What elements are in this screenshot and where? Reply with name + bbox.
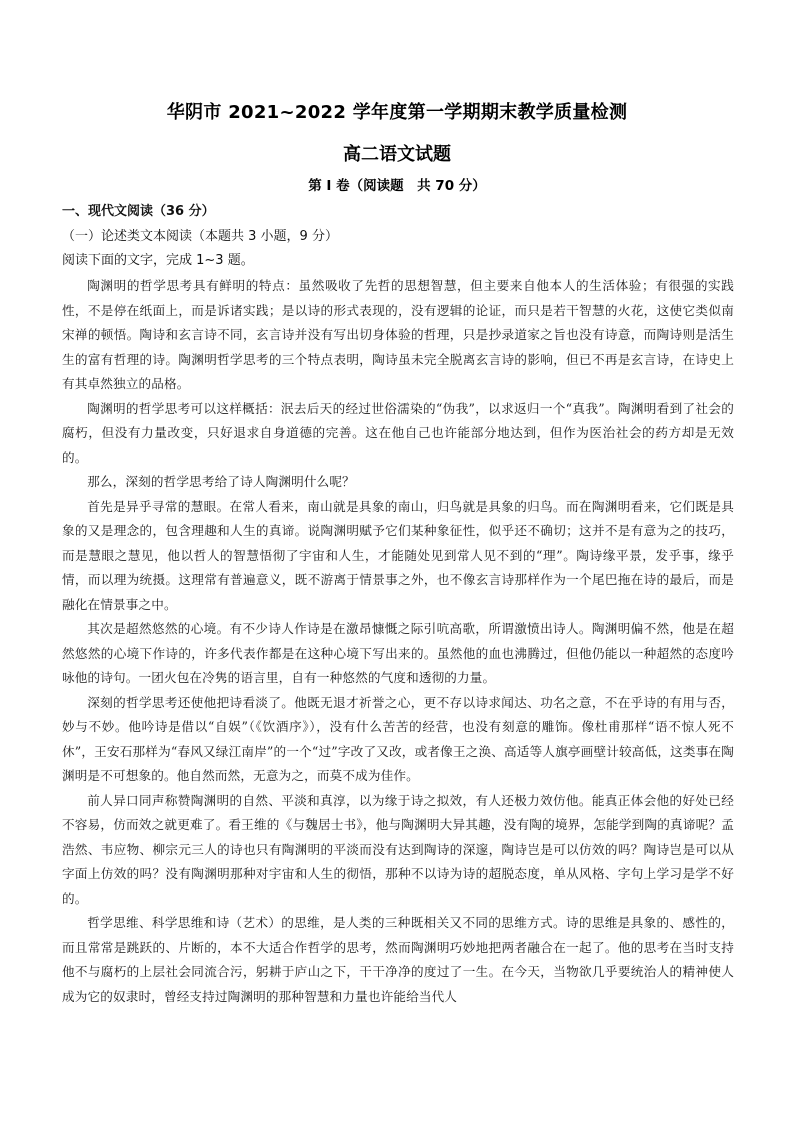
passage-paragraph: 前人异口同声称赞陶渊明的自然、平淡和真淳，以为缘于诗之拟效，有人还极力效仿他。能真正体会他的好处已经不容易，仿而效之就更难了。看王维的《与魏居士书》，他与陶渊明大异其趣，没有陶的境界，怎能学到陶的真谛呢？孟浩然、韦应物、柳宗元三人的诗也只有陶渊明的平淡而没有达到陶诗的深邃，陶诗岂是可以仿效的吗？陶诗岂是可以从字面上仿效的吗？没有陶渊明那种对宇宙和人生的彻悟，那种不以诗为诗的超脱态度，单从风格、字句上学习是学不好的。 [62,792,734,906]
reading-instruction: 阅读下面的文字，完成 1~3 题。 [62,253,254,268]
subsection-heading: （一）论述类文本阅读（本题共 3 小题，9 分） [62,229,338,244]
exam-title: 华阴市 2021~2022 学年度第一学期期末教学质量检测 [166,102,628,123]
passage-paragraph: 深刻的哲学思考还使他把诗看淡了。他既无退才祈誉之心，更不存以诗求闻达、功名之意，不在乎诗的有用与否，妙与不妙。他吟诗是借以“自娱”（《饮酒序》），没有什么苦苦的经营，也没有刻意的雕饰。像杜甫那样“语不惊人死不休”，王安石那样为“春风又绿江南岸”的一个“过”字改了又改，或者像王之涣、高适等人旗亭画壁计较高低，这类事在陶渊明是不可想象的。他自然而然，无意为之，而莫不成为佳作。 [62,694,734,783]
passage-paragraph: 其次是超然悠然的心境。有不少诗人作诗是在激昂慷慨之际引吭高歌，所谓激愤出诗人。陶渊明偏不然，他是在超然悠然的心境下作诗的，许多代表作都是在这种心境下写出来的。虽然他的血也沸腾过，但他仍能以一种超然的态度吟咏他的诗句。一团火包在冷隽的语言里，自有一种悠然的气度和透彻的力量。 [62,621,734,685]
passage-paragraph: 哲学思维、科学思维和诗（艺术）的思维，是人类的三种既相关又不同的思维方式。诗的思维是具象的、感性的，而且常常是跳跃的、片断的，本不大适合作哲学的思考，然而陶渊明巧妙地把两者融合在一起了。他的思考在当时支持他不与腐朽的上层社会同流合污，躬耕于庐山之下，干干净净的度过了一生。在今天，当物欲几乎要统治人的精神使人成为它的奴隶时，曾经支持过陶渊明的那种智慧和力量也许能给当代人 [62,915,734,1004]
reading-passage [62,274,734,1009]
exam-subject-title: 高二语文试题 [343,144,451,165]
passage-paragraph: 首先是异乎寻常的慧眼。在常人看来，南山就是具象的南山，归鸟就是具象的归鸟。而在陶渊明看来，它们既是具象的又是理念的，包含理趣和人生的真谛。说陶渊明赋予它们某种象征性，似乎还不确切；这并不是有意为之的技巧，而是慧眼之慧见，他以哲人的智慧悟彻了宇宙和人生，才能随处见到常人见不到的“理”。陶诗缘平景，发乎事，缘乎情，而以理为统摄。这理常有普遍意义，既不游离于情景事之外，也不像玄言诗那样作为一个尾巴拖在诗的最后，而是融化在情景事之中。 [62,498,734,612]
passage-paragraph: 陶渊明的哲学思考可以这样概括：泯去后天的经过世俗濡染的“伪我”，以求返归一个“真我”。陶渊明看到了社会的腐朽，但没有力量改变，只好退求自身道德的完善。这在他自己也许能部分地达到，但作为医治社会的药方却是无效的。 [62,400,734,465]
part-heading: 第 I 卷（阅读题 共 70 分） [308,178,486,194]
passage-paragraph: 那么，深刻的哲学思考给了诗人陶渊明什么呢？ [87,474,355,489]
passage-paragraph: 陶渊明的哲学思考具有鲜明的特点：虽然吸收了先哲的思想智慧，但主要来自他本人的生活体验；有很强的实践性，不是停在纸面上，而是诉诸实践；是以诗的形式表现的，没有逻辑的论证，而只是若干智慧的火花，这使它类似南宋禅的顿悟。陶诗和玄言诗不同，玄言诗并没有写出切身体验的哲理，只是抄录道家之旨也没有诗意，而陶诗则是活生生的富有哲理的诗。陶渊明哲学思考的三个特点表明，陶诗虽未完全脱离玄言诗的影响，但已不再是玄言诗，在诗史上有其卓然独立的品格。 [62,278,734,391]
section-heading: 一、现代文阅读（36 分） [62,204,215,219]
